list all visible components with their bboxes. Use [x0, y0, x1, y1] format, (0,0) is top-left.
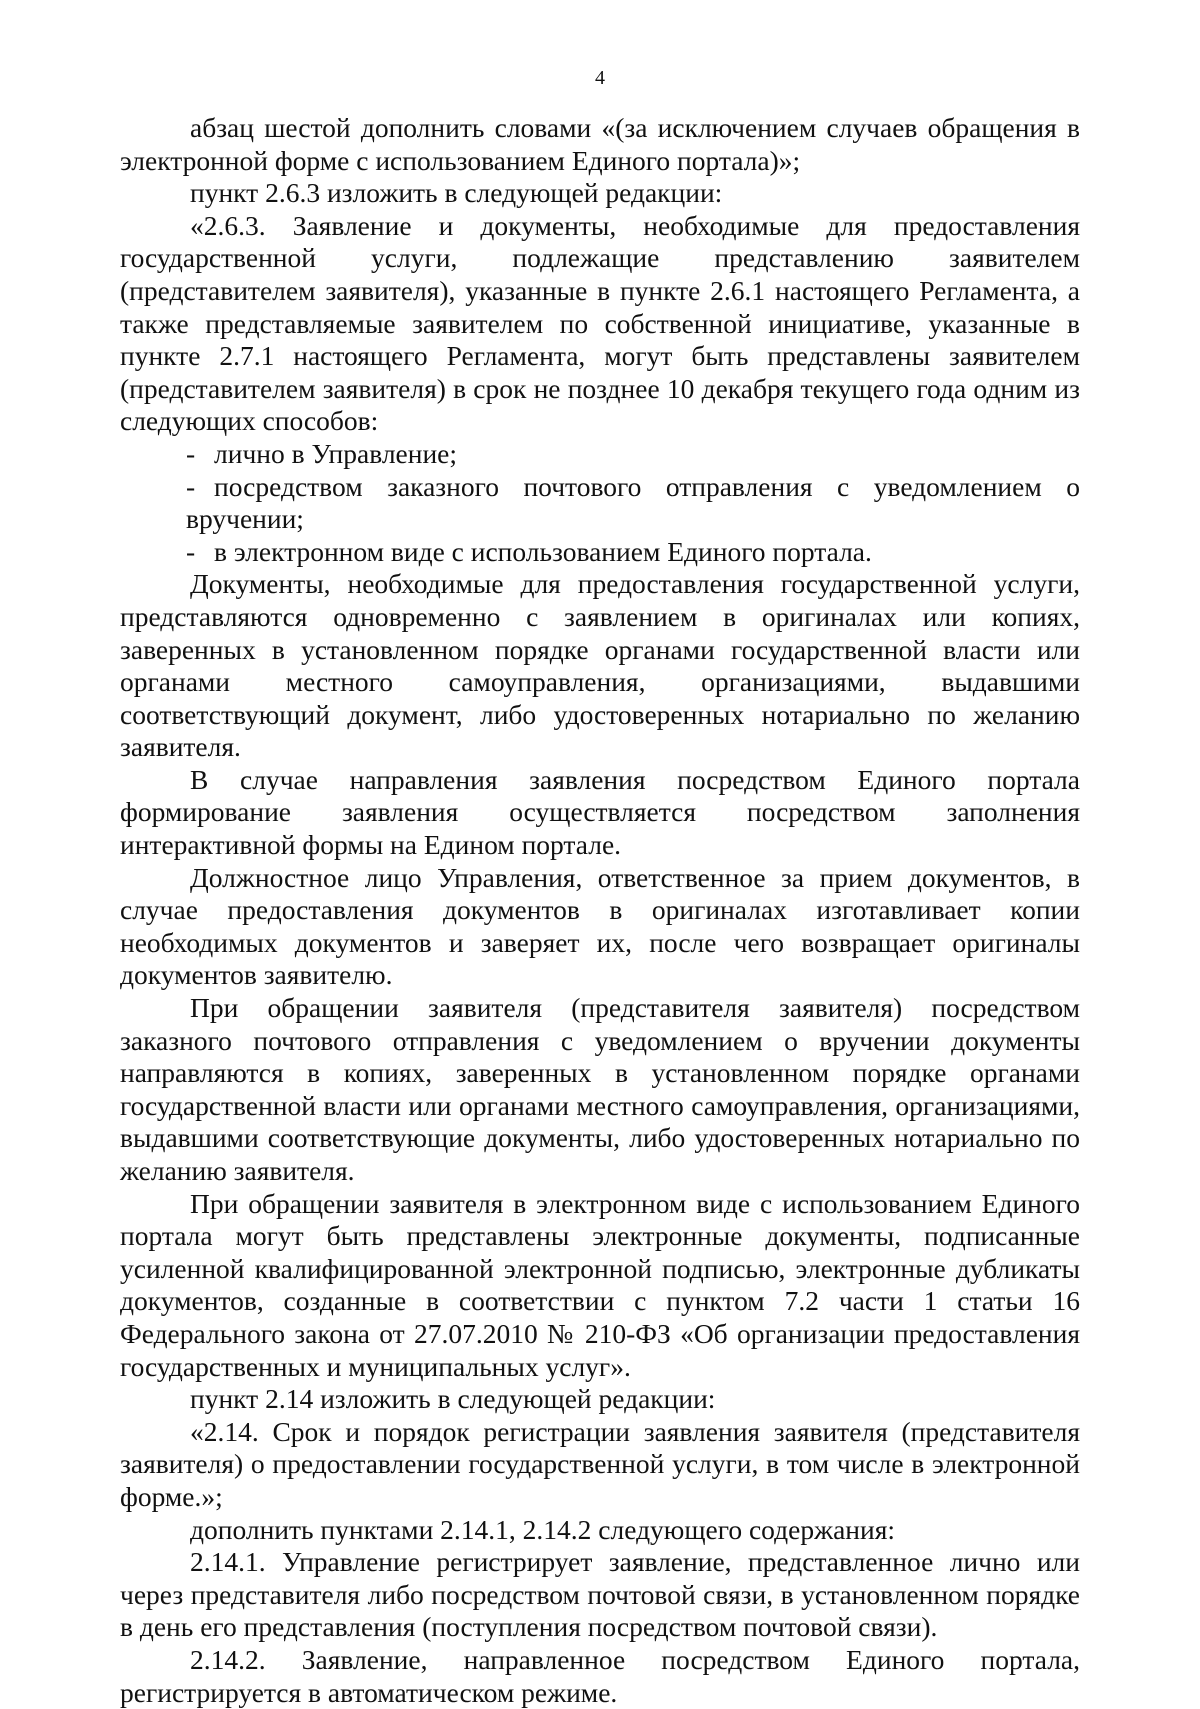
- paragraph: Должностное лицо Управления, ответственное за прием документов, в случае предоставления документов в оригиналах изготавливает копии необходимых документов и заверяет их, после чего возвращает оригиналы документов заявителю.: [120, 861, 1080, 991]
- paragraph: 2.14.2. Заявление, направленное посредством Единого портала, регистрируется в автоматическом режиме.: [120, 1643, 1080, 1708]
- list-dash: -: [186, 535, 196, 567]
- list-item: [120, 438, 1080, 471]
- list-item: [120, 471, 1080, 536]
- list-item-text: в электронном виде с использованием Единого портала.: [214, 535, 872, 567]
- list-dash: -: [186, 470, 196, 502]
- paragraph: пункт 2.14 изложить в следующей редакции:: [190, 1383, 716, 1415]
- page-number: 4: [595, 67, 605, 89]
- paragraph: абзац шестой дополнить словами «(за исключением случаев обращения в электронной форме с использованием Единого портала)»;: [120, 112, 1080, 176]
- paragraph: дополнить пунктами 2.14.1, 2.14.2 следующего содержания:: [190, 1513, 895, 1545]
- paragraph: Документы, необходимые для предоставления государственной услуги, представляются одновременно с заявлением в оригиналах или копиях, заверенных в установленном порядке органами государственной власти или органами местного самоуправления, организациями, выдавшими соответствующий документ, либо удостоверенных нотариально по желанию заявителя.: [120, 568, 1080, 763]
- paragraph: «2.14. Срок и порядок регистрации заявления заявителя (представителя заявителя) о предоставлении государственной услуги, в том числе в электронной форме.»;: [120, 1415, 1080, 1512]
- list-dash: -: [186, 437, 196, 469]
- list-item-text: посредством заказного почтового отправления с уведомлением о вручении;: [186, 470, 1080, 535]
- paragraph: При обращении заявителя (представителя заявителя) посредством заказного почтового отправления с уведомлением о вручении документы направляются в копиях, заверенных в установленном порядке органами государственной власти или органами местного самоуправления, организациями, выдавшими соответствующие документы, либо удостоверенных нотариально по желанию заявителя.: [120, 992, 1080, 1186]
- paragraph: пункт 2.6.3 изложить в следующей редакции:: [190, 177, 723, 209]
- paragraph: «2.6.3. Заявление и документы, необходимые для предоставления государственной услуги, подлежащие представлению заявителем (представителем заявителя), указанные в пункте 2.6.1 настоящего Регламента, а также представляемые заявителем по собственной инициативе, указанные в пункте 2.7.1 настоящего Регламента, могут быть представлены заявителем (представителем заявителя) в срок не позднее 10 декабря текущего года одним из следующих способов:: [120, 209, 1080, 437]
- list-item-text: лично в Управление;: [214, 437, 458, 469]
- document-body: [120, 112, 1080, 1709]
- paragraph: В случае направления заявления посредством Единого портала формирование заявления осуществляется посредством заполнения интерактивной формы на Едином портале.: [120, 763, 1080, 861]
- paragraph: 2.14.1. Управление регистрирует заявление, представленное лично или через представителя либо посредством почтовой связи, в установленном порядке в день его представления (поступления посредством почтовой связи).: [120, 1546, 1080, 1643]
- list-item: [120, 536, 1080, 569]
- paragraph: При обращении заявителя в электронном виде с использованием Единого портала могут быть представлены электронные документы, подписанные усиленной квалифицированной электронной подписью, электронные дубликаты документов, созданные в соответствии с пунктом 7.2 части 1 статьи 16 Федерального закона от 27.07.2010 № 210-ФЗ «Об организации предоставления государственных и муниципальных услуг».: [120, 1187, 1080, 1382]
